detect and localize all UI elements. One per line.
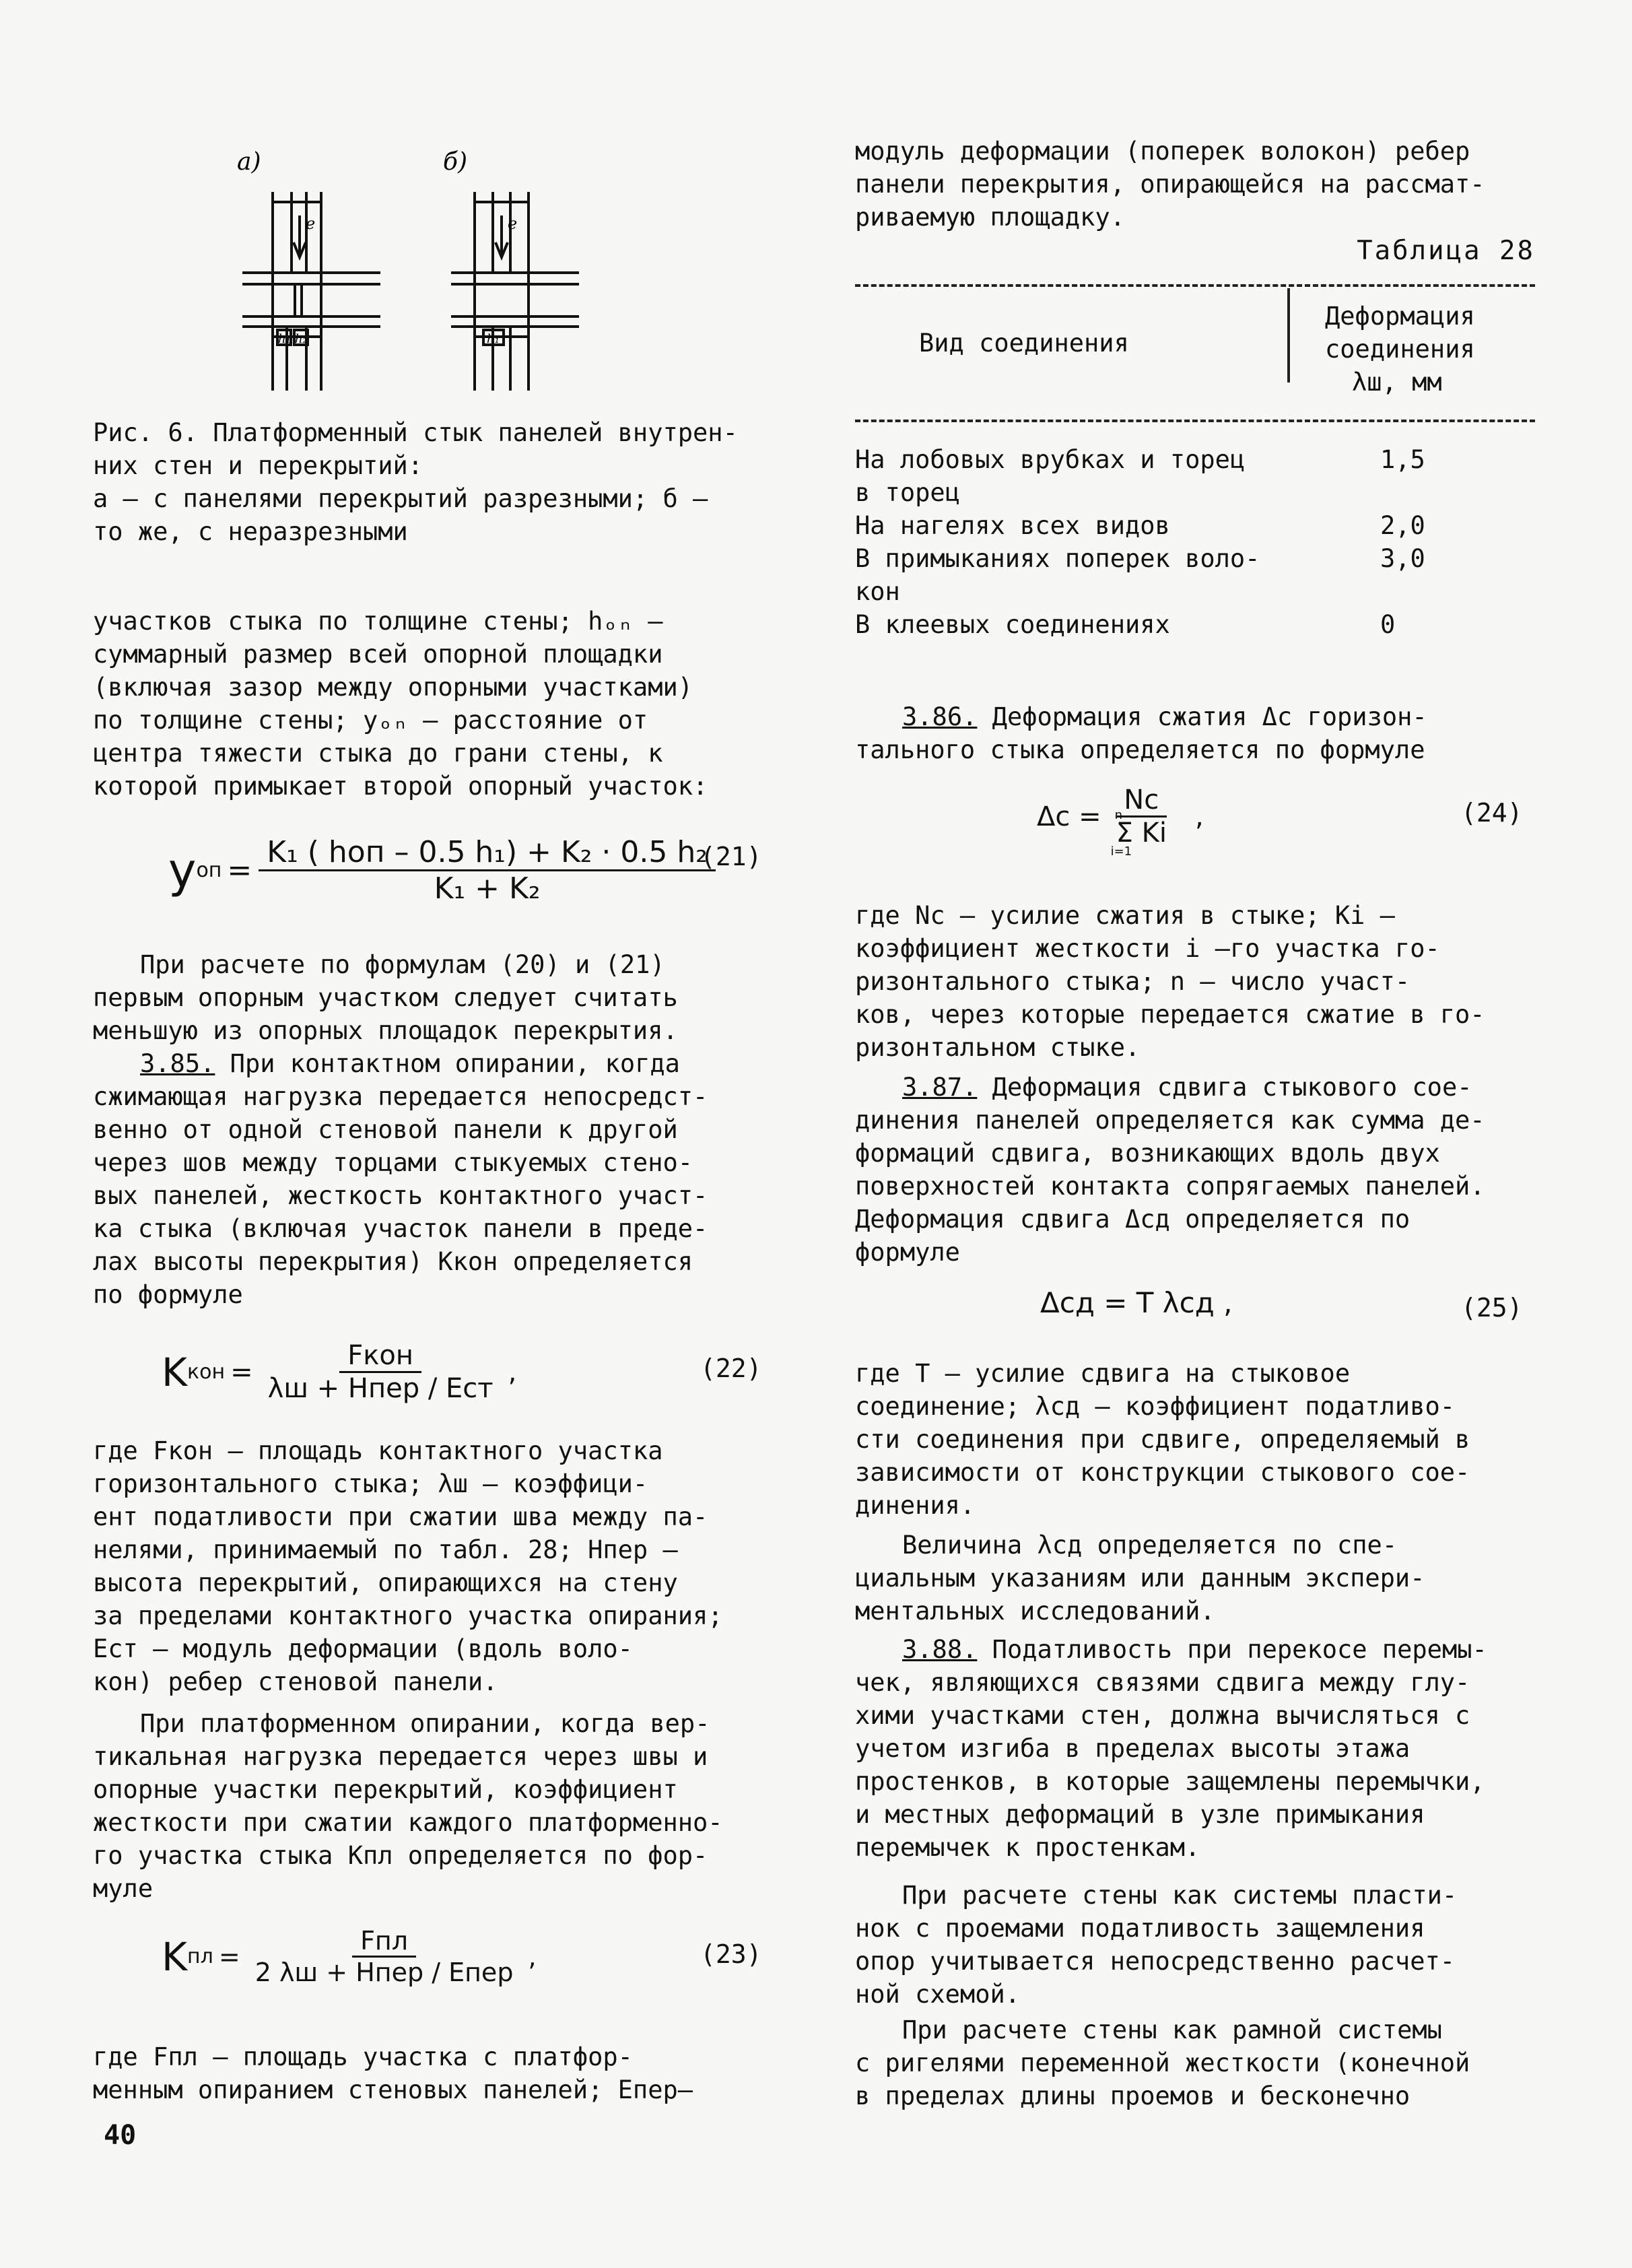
f24-den-sub: i=1: [1110, 844, 1132, 859]
f24-den-sup: n: [1114, 808, 1123, 822]
right-para-5: где T – усилие сдвига на стыковое соединение; λсд – коэффициент податливо- сти соединения при сдвиге, определяемый в зависимости от конструкции стыкового сое- динения.: [855, 1359, 1470, 1520]
dim-h2-a: h₂: [295, 332, 308, 346]
joint-figure: [229, 141, 606, 397]
table-row: В клеевых соединениях 0: [855, 610, 1396, 639]
figure-label-b: б): [443, 148, 468, 176]
formula-21-number: (21): [700, 842, 762, 871]
f23-lhs: K: [162, 1933, 188, 1980]
dim-e-a: e: [306, 214, 316, 233]
f22-tail: ,: [508, 1356, 517, 1388]
table-row: На лобовых врубках и торец в торец 1,5: [855, 445, 1425, 507]
f22-lhs: K: [162, 1349, 188, 1395]
f22-eq: =: [230, 1356, 253, 1388]
f21-lhs: y: [168, 842, 197, 898]
section-3-85: 3.85.: [140, 1049, 215, 1078]
f25-expr: Δсд = T λсд ,: [1040, 1286, 1233, 1319]
f23-eq: =: [218, 1941, 240, 1972]
right-para-6: Величина λсд определяется по спе- циальным указаниям или данным экспери- ментальных исследований.: [855, 1531, 1425, 1626]
dim-h1-a: h₁: [278, 332, 291, 346]
f23-lhs-sub: пл: [187, 1945, 213, 1968]
f21-fraction: [259, 835, 716, 906]
f21-eq: =: [227, 853, 252, 888]
left-para-4: где Fкон – площадь контактного участка горизонтального стыка; λш – коэффици- ент податливости при сжатии шва между па- нелями, принимаемый по табл. 28; Hпер – высота перекрытий, опирающихся на стену за пределами контактного участка опирания; Eст – модуль деформации (вдоль воло- кон) ребер стеновой панели.: [93, 1436, 723, 1696]
right-para-1: модуль деформации (поперек волокон) ребер панели перекрытия, опирающейся на рассмат- риваемую площадку.: [855, 137, 1485, 232]
right-para-9: При расчете стены как рамной системы с ригелями переменной жесткости (конечной в пределах длины проемов и бесконечно: [855, 2015, 1470, 2110]
f22-den: λш + Hпер / Eст: [267, 1373, 494, 1404]
left-para-6: где Fпл – площадь участка с платфор- менным опиранием стеновых панелей; Eпер–: [93, 2042, 693, 2104]
f22-lhs-sub: кон: [187, 1360, 226, 1384]
formula-23-number: (23): [700, 1939, 762, 1969]
figure-label-a: а): [237, 148, 261, 176]
table-col-divider: [1287, 288, 1290, 382]
f22-fraction: [260, 1340, 502, 1404]
f21-den: K₁ + K₂: [434, 871, 541, 906]
right-para-7: 3.88. Податливость при перекосе перемы- чек, являющихся связями сдвига между глу- хими участками стен, должна вычисляться с учетом изгиба в пределах высоты этажа простенков, в которые защемлены перемычки, и местных деформаций в узле примыкания перемычек к простенкам.: [855, 1635, 1487, 1862]
table-top-rule: [855, 284, 1535, 287]
dim-e-b: e: [508, 214, 518, 233]
f24-fraction: [1108, 785, 1175, 859]
f24-den-sum: Σ Ki: [1116, 818, 1167, 848]
f24-num: Nc: [1116, 785, 1167, 818]
f23-tail: ,: [528, 1941, 537, 1972]
right-para-4: 3.87. Деформация сдвига стыкового сое- динения панелей определяется как сумма де- формаций сдвига, возникающих вдоль двух поверхностей контакта сопрягаемых панелей. Деформация сдвига Δсд определяется по формуле: [855, 1073, 1485, 1267]
right-para-2: 3.86. Деформация сжатия Δс горизон- тального стыка определяется по формуле: [855, 702, 1427, 764]
f21-lhs-sub: оп: [196, 859, 222, 882]
formula-23: [162, 1926, 537, 1987]
formula-21: [168, 835, 722, 906]
table-title: Таблица 28: [1357, 236, 1535, 266]
f24-den: [1108, 808, 1175, 859]
left-para-2: При расчете по формулам (20) и (21) первым опорным участком следует считать меньшую из опорных площадок перекрытия.: [93, 950, 678, 1045]
section-3-86: 3.86.: [902, 702, 978, 731]
formula-24: [1037, 785, 1204, 859]
f23-fraction: [247, 1926, 522, 1987]
left-para-3: 3.85. При контактном опирании, когда сжимающая нагрузка передается непосредст- венно от одной стеновой панели к другой через шов между торцами стыкуемых стено- вых панелей, жесткость контактного участ- ка стыка (включая участок панели в преде- лах высоты перекрытия) Kкон определяется по формуле: [93, 1049, 708, 1309]
right-para-8: При расчете стены как системы пласти- нок с проемами податливость защемления опор учитывается непосредственно расчет- ной схемой.: [855, 1881, 1458, 2009]
formula-25-number: (25): [1461, 1293, 1523, 1323]
left-para-1: участков стыка по толщине стены; hₒₙ – суммарный размер всей опорной площадки (включая зазор между опорными участками) по толщине стены; yₒₙ – расстояние от центра тяжести стыка до грани стены, к которой примыкает второй опорный участок:: [93, 607, 708, 801]
f23-num: Fпл: [352, 1926, 416, 1958]
f22-num: Fкон: [339, 1340, 421, 1373]
table-28: [855, 229, 1535, 646]
table-row: В примыканиях поперек воло- кон 3,0: [855, 544, 1425, 606]
formula-24-number: (24): [1461, 798, 1523, 828]
section-3-88: 3.88.: [902, 1635, 978, 1664]
left-para-5: При платформенном опирании, когда вер- тикальная нагрузка передается через швы и опорные участки перекрытий, коэффициент жесткости при сжатии каждого платформенно- го участка стыка Kпл определяется по фор- муле: [93, 1709, 723, 1903]
formula-25: [1040, 1286, 1232, 1319]
dim-h1-b: h₁: [487, 332, 500, 346]
formula-22: [162, 1340, 516, 1404]
table-col2-header: Деформация соединения λш, мм: [1325, 302, 1475, 397]
table-header-rule: [855, 420, 1535, 422]
formula-22-number: (22): [700, 1354, 762, 1383]
f24-lhs: Δc =: [1037, 801, 1101, 832]
page-number: 40: [104, 2120, 137, 2151]
table-col1-header: Вид соединения: [919, 329, 1129, 358]
right-para-3: где Nc – усилие сжатия в стыке; Ki – коэффициент жесткости i –го участка го- ризонтального стыка; n – число участ- ков, через которые передается сжатие в го- ризонтальном стыке.: [855, 901, 1485, 1062]
f24-tail: ,: [1194, 801, 1204, 832]
figure-caption: Рис. 6. Платформенный стык панелей внутрен- них стен и перекрытий: а – с панелями перекрытий разрезными; б – то же, с неразрезными: [93, 418, 738, 546]
table-row: На нагелях всех видов 2,0: [855, 511, 1425, 540]
f21-num: K₁ ( hоп – 0.5 h₁) + K₂ · 0.5 h₂: [259, 835, 716, 871]
section-3-87: 3.87.: [902, 1073, 978, 1102]
f23-den: 2 λш + Hпер / Eпер: [254, 1958, 514, 1987]
